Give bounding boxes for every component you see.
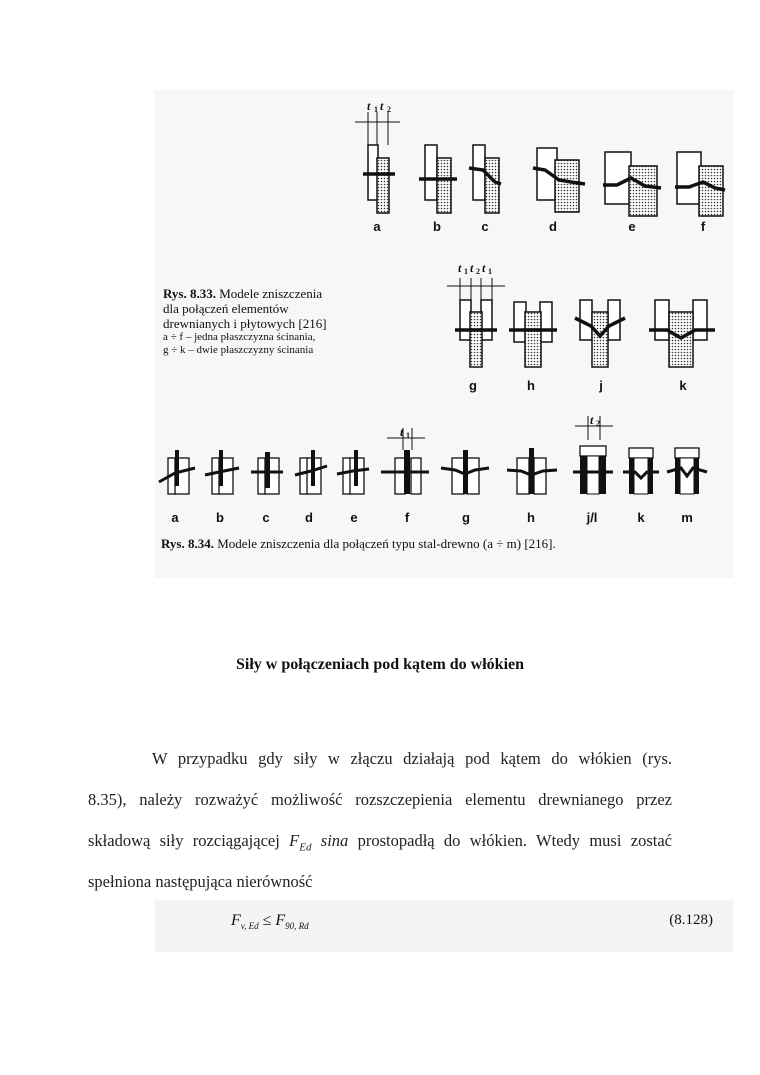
steel-model-jl — [573, 446, 613, 494]
steel-label-g: g — [462, 510, 470, 525]
svg-text:1: 1 — [464, 267, 468, 276]
figure-scan — [155, 90, 733, 578]
dim-t1-t2-t1-mid — [447, 261, 505, 300]
steel-label-c: c — [262, 510, 270, 525]
label-b: b — [433, 219, 441, 234]
model-a-top — [363, 145, 395, 213]
label-c: c — [481, 219, 489, 234]
steel-model-k — [623, 448, 659, 494]
steel-label-jl: j/l — [586, 510, 598, 525]
svg-text:1: 1 — [488, 267, 492, 276]
model-j — [575, 300, 625, 367]
paragraph-line-4: spełniona następująca nierówność — [88, 872, 313, 891]
body-paragraph — [88, 738, 672, 902]
figure-833-caption: Rys. 8.33. Modele zniszczenia dla połączeń elementów drewnianych i płytowych [216] a ÷ f – jedna płaszczyzna ścinania, g ÷ k – dwie płaszczyzny ścinania — [163, 286, 327, 356]
svg-text:2: 2 — [476, 267, 480, 276]
steel-label-e: e — [350, 510, 358, 525]
svg-text:t: t — [482, 261, 486, 275]
svg-text:1: 1 — [406, 431, 410, 440]
model-k — [649, 300, 715, 367]
svg-text:t: t — [380, 99, 384, 113]
steel-label-k: k — [637, 510, 645, 525]
model-g — [455, 300, 497, 367]
paragraph-line-2: 8.35), należy rozważyć możliwość rozszczepienia elementu drewnianego przez — [88, 790, 672, 809]
steel-model-f — [381, 450, 429, 494]
paragraph-line-1: W przypadku gdy siły w złączu działają pod kątem do włókien (rys. — [152, 749, 672, 768]
svg-text:t: t — [458, 261, 462, 275]
dim-t1-steel — [387, 425, 425, 450]
model-f-top — [675, 152, 725, 216]
label-a: a — [373, 219, 381, 234]
label-k: k — [679, 378, 687, 393]
steel-model-c — [251, 452, 283, 494]
label-f: f — [700, 219, 706, 234]
steel-label-d: d — [305, 510, 313, 525]
steel-model-a — [159, 450, 195, 494]
dim-t1-t2-top — [355, 99, 400, 145]
svg-text:2: 2 — [596, 419, 600, 428]
model-e-top — [603, 152, 661, 216]
section-heading: Siły w połączeniach pod kątem do włókien — [235, 656, 525, 673]
label-d: d — [549, 219, 557, 234]
steel-model-m — [667, 448, 707, 494]
label-g: g — [469, 378, 477, 393]
steel-model-e — [337, 450, 369, 494]
equation-number: (8.128) — [669, 912, 713, 928]
svg-text:2: 2 — [387, 105, 391, 114]
model-c-top — [469, 145, 501, 213]
svg-text:1: 1 — [374, 105, 378, 114]
svg-text:t: t — [470, 261, 474, 275]
svg-text:t: t — [590, 413, 594, 427]
paragraph-line-3: składową siły rozciągającej $F_{Ed}$ sina prostopadłą do włókien. Wtedy musi zostać — [88, 831, 672, 854]
label-h: h — [527, 378, 535, 393]
steel-label-b: b — [216, 510, 224, 525]
steel-model-h — [507, 448, 557, 494]
label-j: j — [599, 378, 603, 393]
steel-label-h: h — [527, 510, 535, 525]
steel-label-f: f — [404, 510, 410, 525]
dim-label: t — [367, 99, 371, 113]
steel-label-m: m — [681, 510, 693, 525]
steel-model-b — [205, 450, 239, 494]
dim-t2-steel — [575, 413, 613, 440]
model-d-top — [533, 148, 585, 212]
equation-expression: $F_{v, Ed} \le F_{90, Rd}$ — [231, 912, 309, 932]
figure-834-caption: Rys. 8.34. Modele zniszczenia dla połączeń typu stal-drewno (a ÷ m) [216]. — [161, 536, 556, 551]
svg-text:t: t — [400, 425, 404, 439]
label-e: e — [628, 219, 636, 234]
model-h — [509, 302, 557, 367]
equation-8-128 — [155, 900, 733, 952]
steel-model-d — [295, 450, 327, 494]
steel-label-a: a — [171, 510, 179, 525]
model-b-top — [419, 145, 457, 213]
steel-model-g — [441, 450, 489, 494]
